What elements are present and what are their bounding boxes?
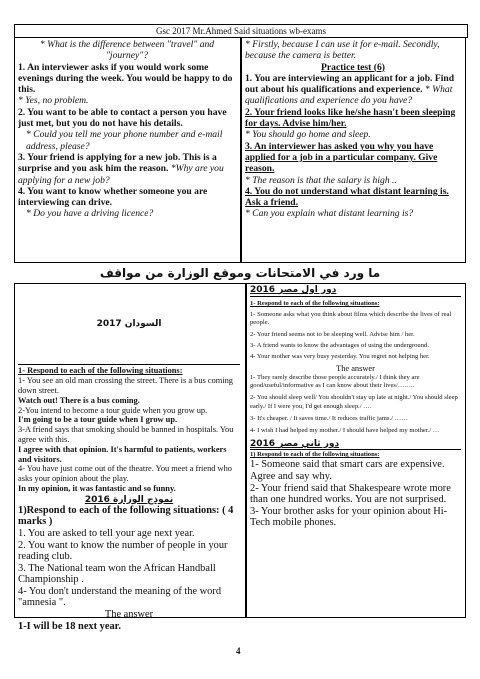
situation-line: 3-A friend says that smoking should be banned in hospitals. You agree with this.: [18, 425, 234, 444]
situations-list: [18, 376, 240, 494]
line-text: * You should go home and sleep.: [245, 129, 371, 141]
line-text: * Firstly, because I can use it for e-mail. Secondly, because the camera is better.: [245, 39, 440, 62]
answer-line: [18, 95, 236, 106]
answer-line: [245, 208, 461, 219]
situation-line: 3. The National team won the African Handball Championship .: [18, 562, 216, 586]
situation-line: In my opinion, it was fantastic and so funny.: [18, 483, 176, 493]
situation-line: I'm going to be a tour guide when I grow up.: [18, 415, 178, 425]
line-text: * What is the difference between "travel" and "journey"?: [39, 39, 215, 62]
situation-line: 4- You have just come out of the theatre. You meet a friend who asks your opinion about the play.: [18, 464, 232, 484]
situation-line: 3- Your brother asks for your opinion about Hi-Tech mobile phones.: [250, 505, 448, 529]
top-right-column: [242, 38, 464, 221]
line-text: 3. Your friend is applying for a new job. This is a surprise and you ask him the reason.: [18, 151, 217, 175]
line-text: * Do you have a driving licence?: [26, 208, 154, 220]
page-number: 4: [236, 646, 241, 656]
answer-line: 3- It's cheaper. / It saves time./ It reduces traffic jams./ ……: [250, 414, 408, 422]
line-text: Practice test (6): [321, 61, 385, 73]
situation-line: [18, 107, 236, 130]
situation-line: 4- You don't understand the meaning of the word "amnesia ".: [18, 585, 222, 609]
situation-line: [245, 186, 461, 209]
answer-line: [18, 208, 236, 219]
situation-line: 2- Your friend said that Shakespeare wrote more than one hundred works. You are not surprised.: [250, 482, 451, 506]
page-header: Gsc 2017 Mr.Ahmed Said situations wb-exams: [14, 24, 468, 38]
answer-line: [245, 39, 461, 62]
line-text: 4. You want to know whether someone you are interviewing can drive.: [18, 185, 208, 209]
exam-banner: ما ورد في الامتحانات وموقع الوزارة من مواقف: [99, 266, 381, 280]
answers-list: [250, 374, 461, 435]
answer-line: [245, 175, 461, 186]
situation-line: [245, 141, 461, 175]
answer-label: The answer: [336, 364, 375, 374]
situation-line: 2-You intend to become a tour guide when you grow up.: [18, 405, 208, 415]
section-heading: السودان 2017: [96, 319, 162, 330]
section-instruction: 1) Respond to each of the following situations:: [250, 449, 461, 459]
bottom-right-column: [247, 284, 464, 530]
top-left-column: [15, 38, 239, 221]
line-text: * Yes, no problem.: [18, 95, 89, 107]
situation-line: [245, 62, 461, 73]
situations-list: [250, 311, 461, 361]
section-heading: نموذج الوزارة 2016: [84, 494, 174, 505]
answer-line: [245, 129, 461, 140]
answer-label: The answer: [104, 609, 154, 621]
line-text: 4. You do not understand what distant learning is. Ask a friend.: [245, 185, 449, 209]
situation-line: 1- Someone said that smart cars are expensive. Agree and say why.: [250, 459, 445, 483]
situation-line: Watch out! There is a bus coming.: [18, 395, 140, 405]
line-text: 2. Your friend looks like he/she hasn't been sleeping for days. Advise him/her.: [245, 106, 456, 130]
section-instruction: 1- Respond to each of the following situations:: [250, 300, 380, 307]
bottom-box: [14, 283, 466, 632]
answer-text: *Why are you applying for a new job?: [18, 163, 224, 186]
divider: [18, 364, 240, 365]
situation-line: [245, 73, 461, 107]
answer-line: 4- I wish I had helped my mother./ I should have helped my mother./ …: [250, 427, 440, 435]
situations-list: [18, 528, 240, 609]
answer-line: 1- They rarely describe those people accurately./ I think they are good/useful/informative as I can know about their lives/……..: [250, 374, 420, 390]
bottom-left-column: [15, 284, 243, 633]
answer-line: 2- You should sleep well/ You shouldn't stay up late at night./ You should sleep early./ If I were you, I'd get enough sleep./ ….: [250, 394, 458, 410]
situation-line: 2. You want to know the number of people in your reading club.: [18, 539, 228, 563]
situation-line: 3- A friend wants to know the advantages of using the underground.: [250, 341, 429, 349]
answer-text: * What qualifications and experience do you have?: [245, 84, 453, 107]
answer-line: 1-I will be 18 next year.: [18, 620, 121, 632]
section-instruction: 1- Respond to each of the following situations:: [18, 366, 183, 376]
section-heading: 2016 دور اول مصر: [250, 285, 337, 295]
situations-list: [250, 459, 461, 529]
situation-line: 1- You see an old man crossing the street. There is a bus coming down street.: [18, 376, 233, 395]
situation-line: 4- Your mother was very busy yesterday. You regret not helping her.: [250, 353, 430, 361]
answer-line: [18, 129, 236, 152]
situation-line: 1- Someone asks what you think about films which describe the lives of real people.: [250, 311, 452, 327]
divider: [250, 296, 461, 297]
line-text: * Could you tell me your phone number and e-mail address, please?: [26, 129, 223, 152]
line-text: 1. An interviewer asks if you would work some evenings during the week. You would be happy to do this.: [18, 61, 233, 96]
section-heading-row: [18, 285, 240, 363]
situation-line: [18, 186, 236, 209]
line-text: 1. You are interviewing an applicant for a job. Find out about his qualifications and experience.: [245, 72, 455, 96]
answer-line: [18, 39, 236, 62]
line-text: * The reason is that the salary is high ..: [245, 174, 397, 186]
situation-line: [18, 62, 236, 96]
situation-line: [245, 107, 461, 130]
situation-line: I agree with that opinion. It's harmful to patients, workers and visitors.: [18, 444, 227, 464]
section-heading: 2016 دور ثاني مصر: [250, 439, 340, 450]
situation-line: 1. You are asked to tell your age next year.: [18, 527, 195, 539]
top-box: [14, 37, 466, 263]
line-text: 2. You want to be able to contact a person you have just met, but you do not have his details.: [18, 106, 227, 130]
situation-line: 2- Your friend seems not to be sleeping well. Advise him / her.: [250, 330, 415, 338]
line-text: * Can you explain what distant learning is?: [245, 208, 414, 220]
situation-line: [18, 152, 236, 186]
section-instruction: 1)Respond to each of the following situations: ( 4 marks ): [18, 504, 234, 528]
line-text: 3. An interviewer has asked you why you have applied for a job in a particular company. Give reason.: [245, 140, 438, 175]
